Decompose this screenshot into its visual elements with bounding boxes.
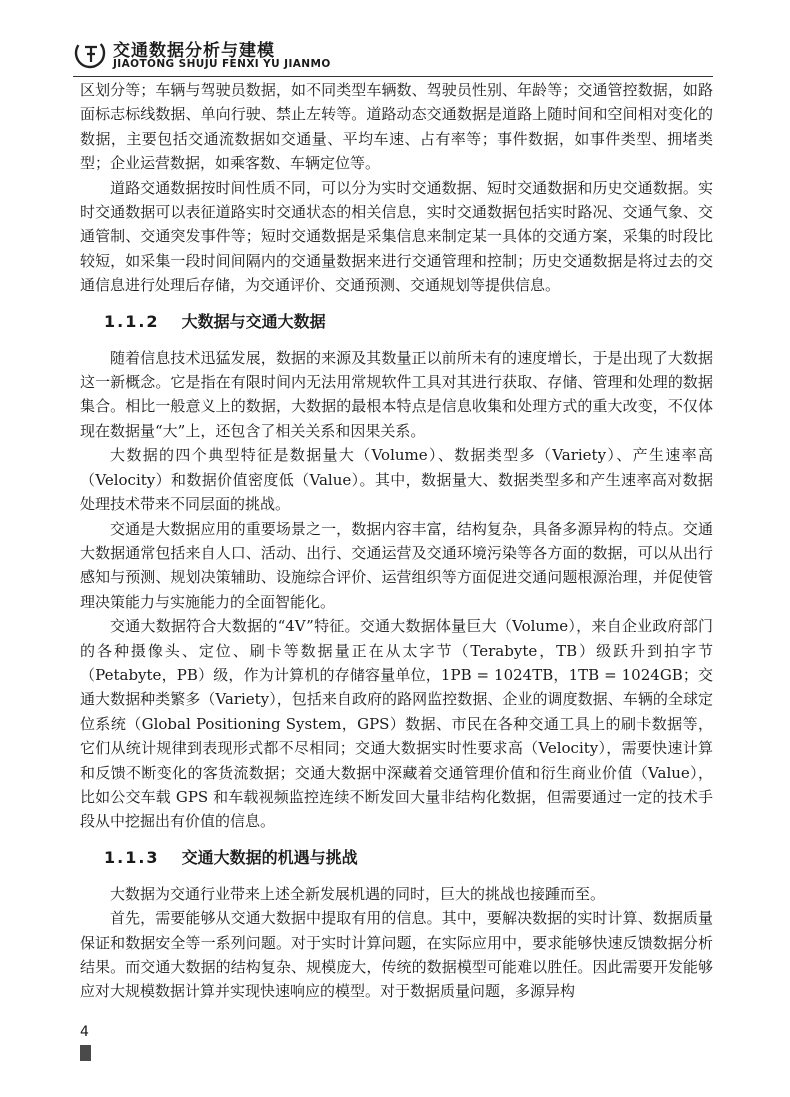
paragraph: 交通大数据符合大数据的“4V”特征。交通大数据体量巨大（Volume），来自企业政府部门的各种摄像头、定位、刷卡等数据量正在从太字节（Terabyte，TB）级跃升到拍字节（Petabyte，PB）级，作为计算机的存储容量单位，1PB = 1024TB，1TB = 1024GB；交通大数据种类繁多（Variety），包括来自政府的路网监控数据、企业的调度数据、车辆的全球定位系统（Global Positioning System，GPS）数据、市民在各种交通工具上的刷卡数据等，它们从统计规律到表现形式都不尽相同；交通大数据实时性要求高（Velocity），需要快速计算和反馈不断变化的客货流数据；交通大数据中深藏着交通管理价值和衍生商业价值（Value），比如公交车载 GPS 和车载视频监控连续不断发回大量非结构化数据，但需要通过一定的技术手段从中挖掘出有价值的信息。 <box>80 617 713 831</box>
section-title: 交通大数据的机遇与挑战 <box>181 847 358 867</box>
section-heading-1-1-2 <box>104 304 713 340</box>
header-divider <box>73 76 713 77</box>
paragraph: 随着信息技术迅猛发展，数据的来源及其数量正以前所未有的速度增长，于是出现了大数据这一新概念。它是指在有限时间内无法用常规软件工具对其进行获取、存储、管理和处理的数据集合。相比一般意义上的数据，大数据的最根本特点是信息收集和处理方式的重大改变，不仅体现在数据量“大”上，还包含了相关关系和因果关系。 <box>80 348 713 440</box>
page-edge-marker <box>80 1045 91 1061</box>
book-title-pinyin: JIAOTONG SHUJU FENXI YU JIANMO <box>113 58 331 70</box>
running-header <box>73 34 713 76</box>
page-body <box>80 78 713 1004</box>
paragraph: 大数据的四个典型特征是数据量大（Volume）、数据类型多（Variety）、产生速率高（Velocity）和数据价值密度低（Value）。其中，数据量大、数据类型多和产生速率高对数据处理技术带来不同层面的挑战。 <box>80 446 713 514</box>
section-title: 大数据与交通大数据 <box>181 311 326 331</box>
paragraph: 大数据为交通行业带来上述全新发展机遇的同时，巨大的挑战也接踵而至。 <box>110 884 606 903</box>
section-number: 1.1.3 <box>104 847 160 867</box>
paragraph: 区划分等；车辆与驾驶员数据，如不同类型车辆数、驾驶员性别、年龄等；交通管控数据，如路面标志标线数据、单向行驶、禁止左转等。道路动态交通数据是道路上随时间和空间相对变化的数据，主要包括交通流数据如交通量、平均车速、占有率等；事件数据，如事件类型、拥堵类型；企业运营数据，如乘客数、车辆定位等。 <box>80 81 713 173</box>
paragraph: 首先，需要能够从交通大数据中提取有用的信息。其中，要解决数据的实时计算、数据质量保证和数据安全等一系列问题。对于实时计算问题，在实际应用中，要求能够快速反馈数据分析结果。而交通大数据的结构复杂、规模庞大，传统的数据模型可能难以胜任。因此需要开发能够应对大规模数据计算并实现快速响应的模型。对于数据质量问题，多源异构 <box>80 909 713 1001</box>
paragraph: 交通是大数据应用的重要场景之一，数据内容丰富，结构复杂，具备多源异构的特点。交通大数据通常包括来自人口、活动、出行、交通运营及交通环境污染等各方面的数据，可以从出行感知与预测、规划决策辅助、设施综合评价、运营组织等方面促进交通问题根源治理，并促使管理决策能力与实施能力的全面智能化。 <box>80 519 713 611</box>
book-title-chinese: 交通数据分析与建模 <box>113 41 275 61</box>
book-logo-icon <box>73 36 107 70</box>
page-number: 4 <box>80 1024 89 1040</box>
paragraph: 道路交通数据按时间性质不同，可以分为实时交通数据、短时交通数据和历史交通数据。实时交通数据可以表征道路实时交通状态的相关信息，实时交通数据包括实时路况、交通气象、交通管制、交通突发事件等；短时交通数据是采集信息来制定某一具体的交通方案，采集的时段比较短，如采集一段时间间隔内的交通量数据来进行交通管理和控制；历史交通数据是将过去的交通信息进行处理后存储，为交通评价、交通预测、交通规划等提供信息。 <box>80 178 713 295</box>
section-number: 1.1.2 <box>104 311 160 331</box>
section-heading-1-1-3 <box>104 840 713 876</box>
